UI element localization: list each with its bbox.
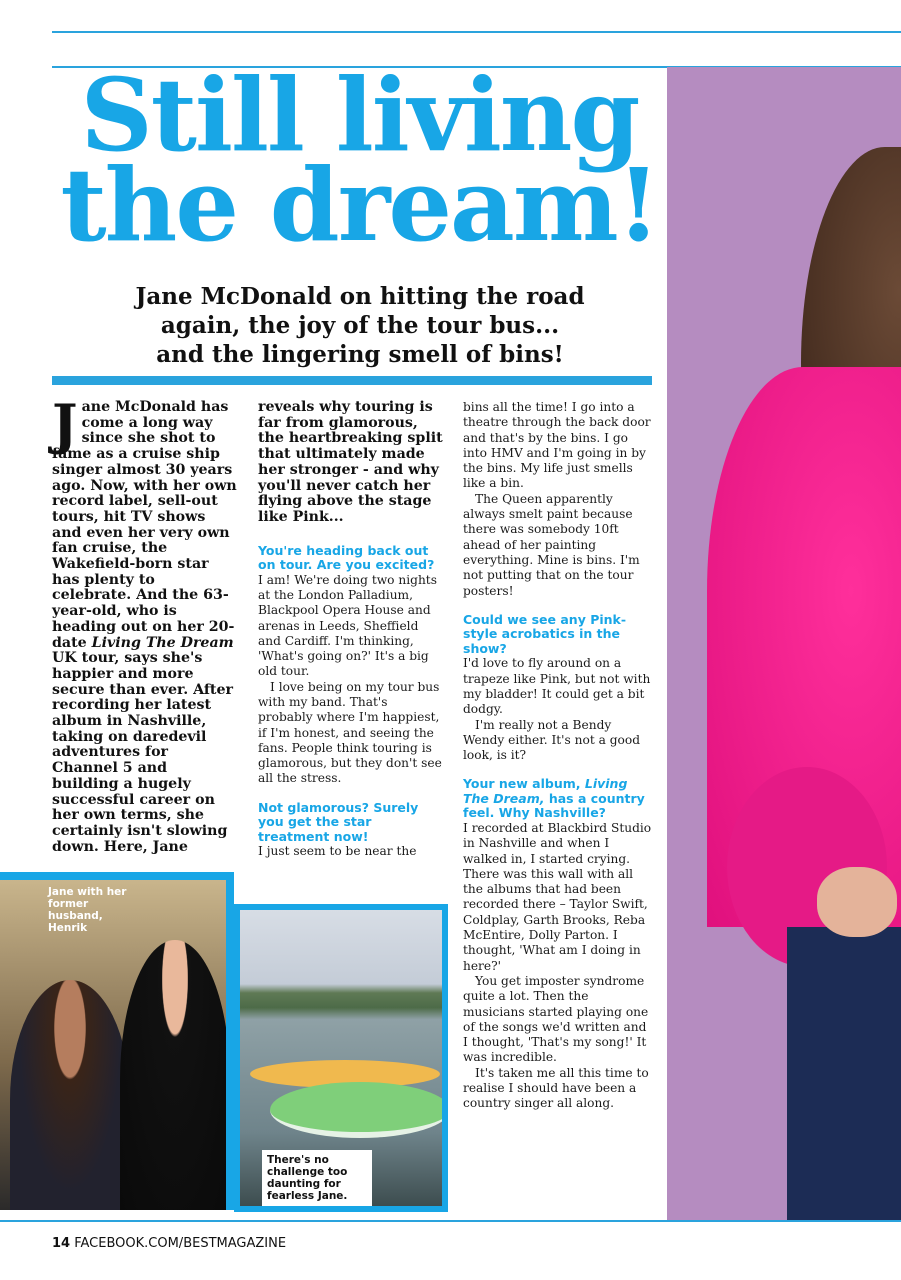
answer-2-para-1: I just seem to be near the (258, 844, 417, 859)
hero-hand (817, 867, 897, 937)
answer-4-para-3: It's taken me all this time to realise I should have been a country singer all along. (463, 1065, 649, 1111)
body-top-bar (52, 376, 652, 385)
photo-2-caption: There's no challenge too daunting for fearless Jane. (262, 1150, 372, 1206)
kayak-green (270, 1082, 448, 1138)
headline (52, 56, 667, 264)
answer-2-para-2: The Queen apparently always smelt paint because there was somebody 10ft ahead of her painting everything. Mine is bins. I'm not putting that on the tour posters! (463, 491, 640, 598)
answer-1-para-1: I am! We're doing two nights at the London Palladium, Blackpool Opera House and arenas in Leeds, Sheffield and Cardiff. I'm thinking, 'What's going on?' It's a big old tour. (258, 572, 437, 679)
bottom-rule (0, 1220, 901, 1222)
question-4 (463, 777, 653, 821)
tour-title: Living The Dream (91, 634, 234, 651)
intro-paragraph (52, 392, 238, 855)
photo-1-caption: Jane with her former husband, Henrik (48, 886, 127, 934)
hero-photo (667, 67, 901, 1220)
answer-3-para-2: I'm really not a Bendy Wendy either. It's not a good look, is it? (463, 717, 641, 763)
page-footer (52, 1236, 286, 1251)
answer-4-para-2: You get imposter syndrome quite a lot. Then the musicians started playing one of the songs we'd written and I thought, 'That's my song!' It was incredible. (463, 973, 649, 1065)
question-4-post: has a country feel. Why Nashville? (463, 790, 645, 821)
footer-url: FACEBOOK.COM/BESTMAGAZINE (74, 1236, 287, 1251)
question-2: Not glamorous? Surely you get the star treatment now! (258, 799, 419, 844)
column-3 (463, 400, 653, 1112)
intro-text-2: UK tour, says she's happier and more secure than ever. After recording her latest album in Nashville, taking on daredevil adventures for Channel 5 and building a hugely successful career on her own terms, she certainly isn't slowing down. Here, Jane (52, 650, 233, 855)
answer-1-para-2: I love being on my tour bus with my band. That's probably where I'm happiest, if I'm honest, and seeing the fans. People think touring is glamorous, but they don't see all the stress. (258, 679, 442, 786)
answer-4-para-1: I recorded at Blackbird Studio in Nashville and when I walked in, I started crying. There was this wall with all the albums that had been recorded there – Taylor Swift, Coldplay, Garth Brooks, Reba McEntire, Dolly Parton. I thought, 'What am I doing in here?' (463, 820, 652, 973)
intro-text-1: ane McDonald has come a long way since she shot to fame as a cruise ship singer almost 30 years ago. Now, with her own record label, sell-out tours, hit TV shows and even her very own fan cruise, the Wakefield-born star has plenty to celebrate. And the 63-year-old, who is heading out on her 20-date (52, 399, 237, 651)
standfirst-line-2: again, the joy of the tour bus... (160, 312, 560, 339)
answer-3-para-1: I'd love to fly around on a trapeze like Pink, but not with my bladder! It could get a bit dodgy. (463, 656, 651, 717)
column-2 (258, 400, 444, 860)
question-1: You're heading back out on tour. Are you excited? (258, 542, 435, 573)
top-rule (52, 31, 901, 33)
question-3: Could we see any Pink-style acrobatics in the show? (463, 611, 627, 656)
standfirst-line-1: Jane McDonald on hitting the road (135, 283, 585, 310)
headline-line-2: the dream! (60, 146, 659, 264)
album-title: Living The Dream, (463, 776, 628, 806)
standfirst (80, 282, 640, 369)
answer-2-continued: bins all the time! I go into a theatre through the back door and that's by the bins. I go into HMV and I'm going in by the bins. My life just smells like a bin. (463, 400, 651, 491)
drop-cap: J (52, 392, 78, 456)
standfirst-line-3: and the lingering smell of bins! (156, 341, 564, 368)
photo-man (120, 940, 230, 1210)
intro-continued: reveals why touring is far from glamorous, the heartbreaking split that ultimately made her stronger - and why you'll never catch her flying above the stage like Pink... (258, 399, 443, 525)
question-4-pre: Your new album, (463, 776, 585, 792)
page-number: 14 (52, 1236, 71, 1251)
hero-jeans (787, 927, 901, 1220)
headline-line-1: Still living (80, 56, 639, 174)
photo-woman (10, 980, 130, 1210)
